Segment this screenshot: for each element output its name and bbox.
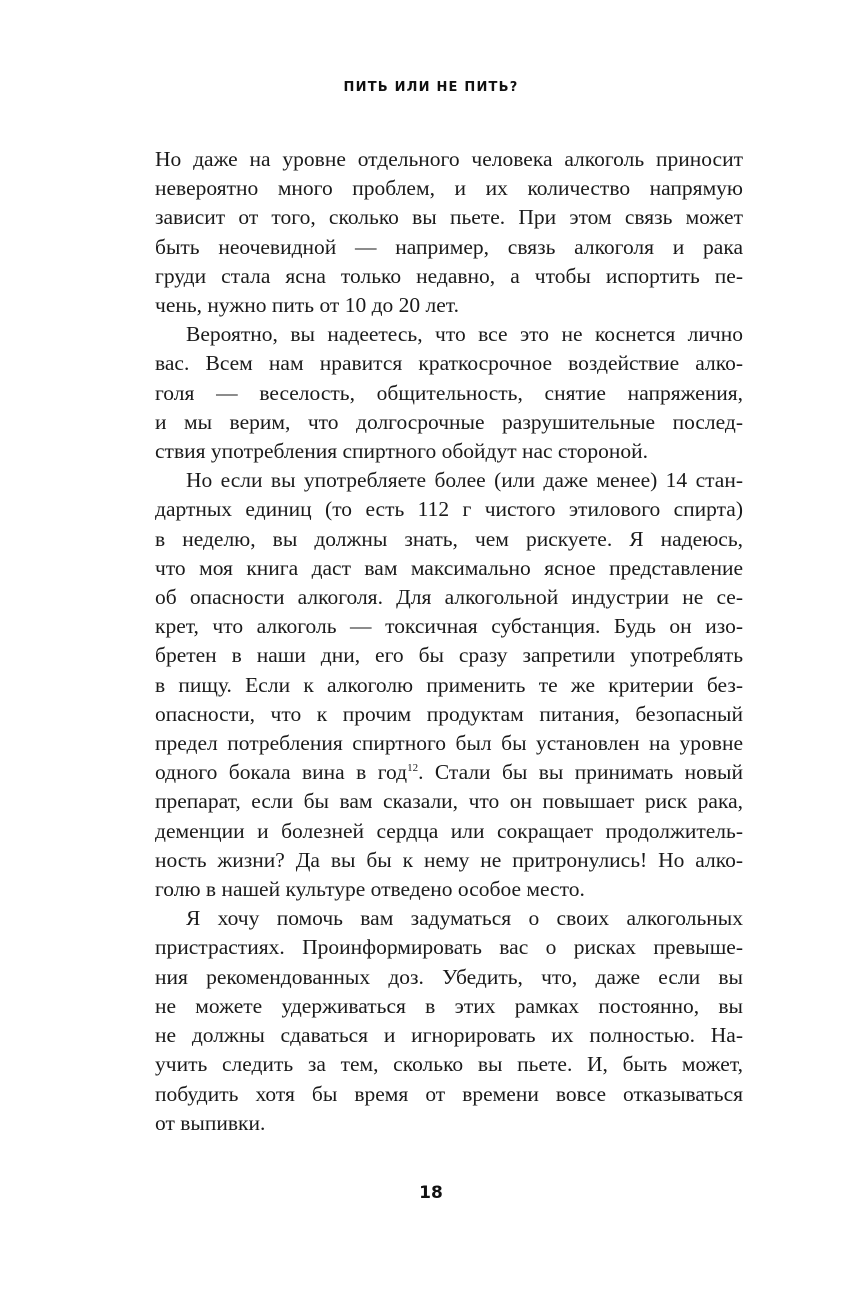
paragraph-1-line: чень, нужно пить от 10 до 20 лет. [155,293,459,318]
paragraph-1-line: груди стала ясна только недавно, а чтобы испортить пе- [155,263,743,288]
page-number: 18 [419,1183,443,1203]
paragraph-3-line-with-footnote [155,758,743,787]
paragraph-3-line: что моя книга даст вам максимально ясное представление [155,555,743,580]
footnote-line-end: . Стали бы вы принимать новый [418,760,743,785]
paragraph-3-line: об опасности алкоголя. Для алкогольной индустрии не се- [155,585,743,610]
body-text [155,145,743,1138]
paragraph-4-line: ния рекомендованных доз. Убедить, что, даже если вы [155,964,743,989]
paragraph-2-line: голя — веселость, общительность, снятие напряжения, [155,380,743,405]
paragraph-4-line: учить следить за тем, сколько вы пьете. И, быть может, [155,1052,743,1077]
paragraph-3-line: дартных единиц (то есть 112 г чистого этилового спирта) [155,497,743,522]
paragraph-1-line: быть неочевидной — например, связь алкоголя и рака [155,234,743,259]
paragraph-1-line: невероятно много проблем, и их количество напрямую [155,176,743,201]
paragraph-3-line: крет, что алкоголь — токсичная субстанция. Будь он изо- [155,614,743,639]
paragraph-1-line: зависит от того, сколько вы пьете. При этом связь может [155,205,743,230]
paragraph-3-line: бретен в наши дни, его бы сразу запретили употреблять [155,643,743,668]
paragraph-4-line: от выпивки. [155,1110,266,1135]
paragraph-3-line: деменции и болезней сердца или сокращает продолжитель- [155,818,743,843]
paragraph-4-line: не можете удерживаться в этих рамках постоянно, вы [155,993,743,1018]
paragraph-4-line: побудить хотя бы время от времени вовсе отказываться [155,1081,743,1106]
paragraph-4-line: Я хочу помочь вам задуматься о своих алкогольных [186,906,743,931]
paragraph-2-line: и мы верим, что долгосрочные разрушительные послед- [155,409,743,434]
paragraph-3-line: Но если вы употребляете более (или даже менее) 14 стан- [186,468,743,493]
paragraph-4-line: пристрастиях. Проинформировать вас о рисках превыше- [155,935,743,960]
paragraph-4-line: не должны сдаваться и игнорировать их полностью. На- [155,1023,743,1048]
paragraph-3-line: в неделю, вы должны знать, чем рискуете. Я надеюсь, [155,526,743,551]
paragraph-3-line: голю в нашей культуре отведено особое место. [155,877,585,902]
paragraph-3-line: предел потребления спиртного был бы установлен на уровне [155,731,743,756]
footnote-line-start: одного бокала вина в год [155,760,408,785]
running-title: ПИТЬ ИЛИ НЕ ПИТЬ? [343,80,519,95]
paragraph-3-line: ность жизни? Да вы бы к нему не притронулись! Но алко- [155,847,743,872]
paragraph-2-line: вас. Всем нам нравится краткосрочное воздействие алко- [155,351,743,376]
paragraph-1-line: Но даже на уровне отдельного человека алкоголь приносит [155,147,743,171]
paragraph-2-line: Вероятно, вы надеетесь, что все это не коснется лично [186,322,743,347]
paragraph-3-line: препарат, если бы вам сказали, что он повышает риск рака, [155,789,743,814]
paragraph-2-line: ствия употребления спиртного обойдут нас стороной. [155,439,648,464]
paragraph-3-line: в пищу. Если к алкоголю применить те же критерии без- [155,672,743,697]
paragraph-3-line: опасности, что к прочим продуктам питания, безопасный [155,701,743,726]
footnote-reference[interactable]: 12 [407,762,419,775]
